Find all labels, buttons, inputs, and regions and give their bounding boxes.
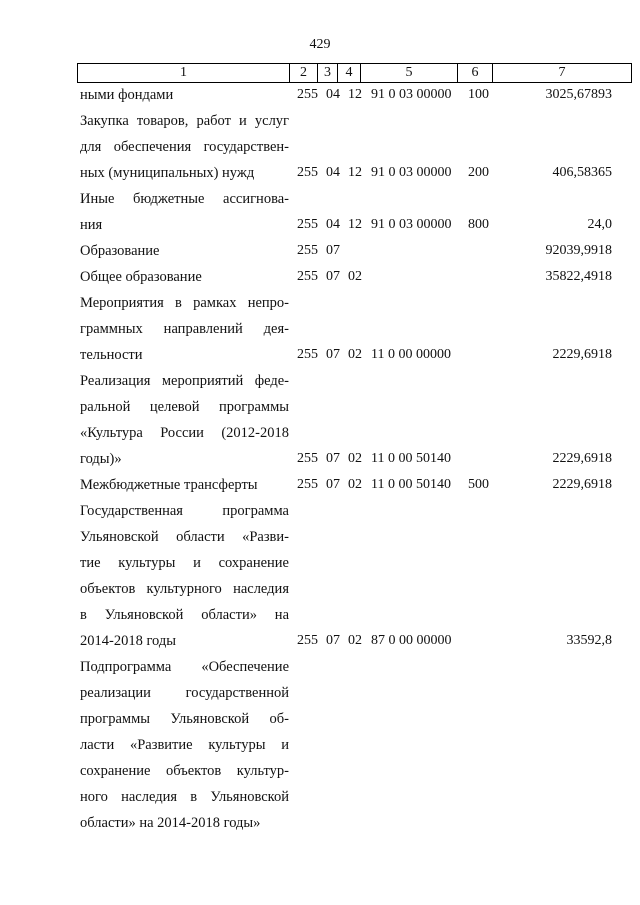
description-line: Мероприятия в рамках непро- — [80, 295, 289, 311]
description-line: Общее образование — [80, 269, 202, 285]
cell-c3: 07 — [326, 477, 340, 492]
row-description — [80, 472, 289, 498]
column-header-2: 2 — [290, 64, 318, 83]
cell-c7: 3025,67893 — [545, 87, 612, 102]
cell-c2: 255 — [297, 451, 318, 466]
cell-c2: 255 — [297, 217, 318, 232]
cell-c2: 255 — [297, 87, 318, 102]
page-number: 429 — [309, 37, 331, 52]
cell-c5: 11 0 00 00000 — [371, 347, 451, 362]
description-line: ральной целевой программы — [80, 399, 289, 415]
cell-c3: 07 — [326, 347, 340, 362]
cell-c6: 800 — [468, 217, 489, 232]
cell-c4: 12 — [348, 165, 362, 180]
description-line: 2014-2018 годы — [80, 633, 176, 649]
description-line: Реализация мероприятий феде- — [80, 373, 289, 389]
row-description — [80, 238, 289, 264]
cell-c7: 24,0 — [587, 217, 612, 232]
description-line: ными фондами — [80, 87, 174, 103]
row-description — [80, 368, 289, 472]
description-line: Ульяновской области «Разви- — [80, 529, 289, 545]
cell-c7: 2229,6918 — [552, 477, 612, 492]
cell-c5: 91 0 03 00000 — [371, 87, 452, 102]
row-description — [80, 82, 289, 108]
cell-c3: 04 — [326, 165, 340, 180]
description-line: сохранение объектов культур- — [80, 763, 289, 779]
cell-c3: 07 — [326, 269, 340, 284]
cell-c2: 255 — [297, 165, 318, 180]
cell-c3: 04 — [326, 87, 340, 102]
cell-c2: 255 — [297, 269, 318, 284]
description-line: для обеспечения государствен- — [80, 139, 289, 155]
cell-c6: 100 — [468, 87, 489, 102]
cell-c7: 92039,9918 — [545, 243, 612, 258]
column-header-1: 1 — [78, 64, 290, 83]
cell-c7: 35822,4918 — [545, 269, 612, 284]
cell-c6: 200 — [468, 165, 489, 180]
cell-c7: 2229,6918 — [552, 451, 612, 466]
cell-c5: 91 0 03 00000 — [371, 165, 452, 180]
description-line: ных (муниципальных) нужд — [80, 165, 255, 181]
row-description — [80, 186, 289, 238]
description-line: тие культуры и сохранение — [80, 555, 289, 571]
cell-c4: 02 — [348, 269, 362, 284]
description-line: Подпрограмма «Обеспечение — [80, 659, 289, 675]
cell-c2: 255 — [297, 633, 318, 648]
cell-c2: 255 — [297, 243, 318, 258]
cell-c5: 87 0 00 00000 — [371, 633, 452, 648]
cell-c7: 406,58365 — [552, 165, 612, 180]
column-header-5: 5 — [361, 64, 458, 83]
description-line: ния — [80, 217, 103, 233]
description-line: граммных направлений дея- — [80, 321, 289, 337]
description-line: реализации государственной — [80, 685, 289, 701]
description-line: Государственная программа — [80, 503, 289, 519]
row-description — [80, 264, 289, 290]
column-header-7: 7 — [493, 64, 632, 83]
description-line: программы Ульяновской об- — [80, 711, 289, 727]
cell-c3: 07 — [326, 243, 340, 258]
cell-c4: 02 — [348, 347, 362, 362]
cell-c4: 02 — [348, 477, 362, 492]
cell-c3: 04 — [326, 217, 340, 232]
cell-c7: 2229,6918 — [552, 347, 612, 362]
cell-c6: 500 — [468, 477, 489, 492]
cell-c5: 91 0 03 00000 — [371, 217, 452, 232]
cell-c5: 11 0 00 50140 — [371, 477, 451, 492]
row-description — [80, 654, 289, 836]
cell-c2: 255 — [297, 477, 318, 492]
description-line: ласти «Развитие культуры и — [80, 737, 289, 753]
cell-c4: 12 — [348, 87, 362, 102]
description-line: в Ульяновской области» на — [80, 607, 289, 623]
description-line: Иные бюджетные ассигнова- — [80, 191, 289, 207]
column-header-4: 4 — [338, 64, 361, 83]
cell-c4: 12 — [348, 217, 362, 232]
description-line: Закупка товаров, работ и услуг — [80, 113, 289, 129]
description-line: Образование — [80, 243, 160, 259]
cell-c4: 02 — [348, 633, 362, 648]
description-line: объектов культурного наследия — [80, 581, 289, 597]
description-line: годы)» — [80, 451, 122, 467]
description-line: ного наследия в Ульяновской — [80, 789, 289, 805]
cell-c2: 255 — [297, 347, 318, 362]
description-line: «Культура России (2012-2018 — [80, 425, 289, 441]
row-description — [80, 290, 289, 368]
cell-c7: 33592,8 — [566, 633, 612, 648]
description-line: области» на 2014-2018 годы» — [80, 815, 261, 831]
cell-c3: 07 — [326, 451, 340, 466]
cell-c3: 07 — [326, 633, 340, 648]
description-line: Межбюджетные трансферты — [80, 477, 258, 493]
column-header-3: 3 — [318, 64, 338, 83]
column-header-6: 6 — [458, 64, 493, 83]
cell-c4: 02 — [348, 451, 362, 466]
row-description — [80, 498, 289, 654]
row-description — [80, 108, 289, 186]
description-line: тельности — [80, 347, 143, 363]
cell-c5: 11 0 00 50140 — [371, 451, 451, 466]
